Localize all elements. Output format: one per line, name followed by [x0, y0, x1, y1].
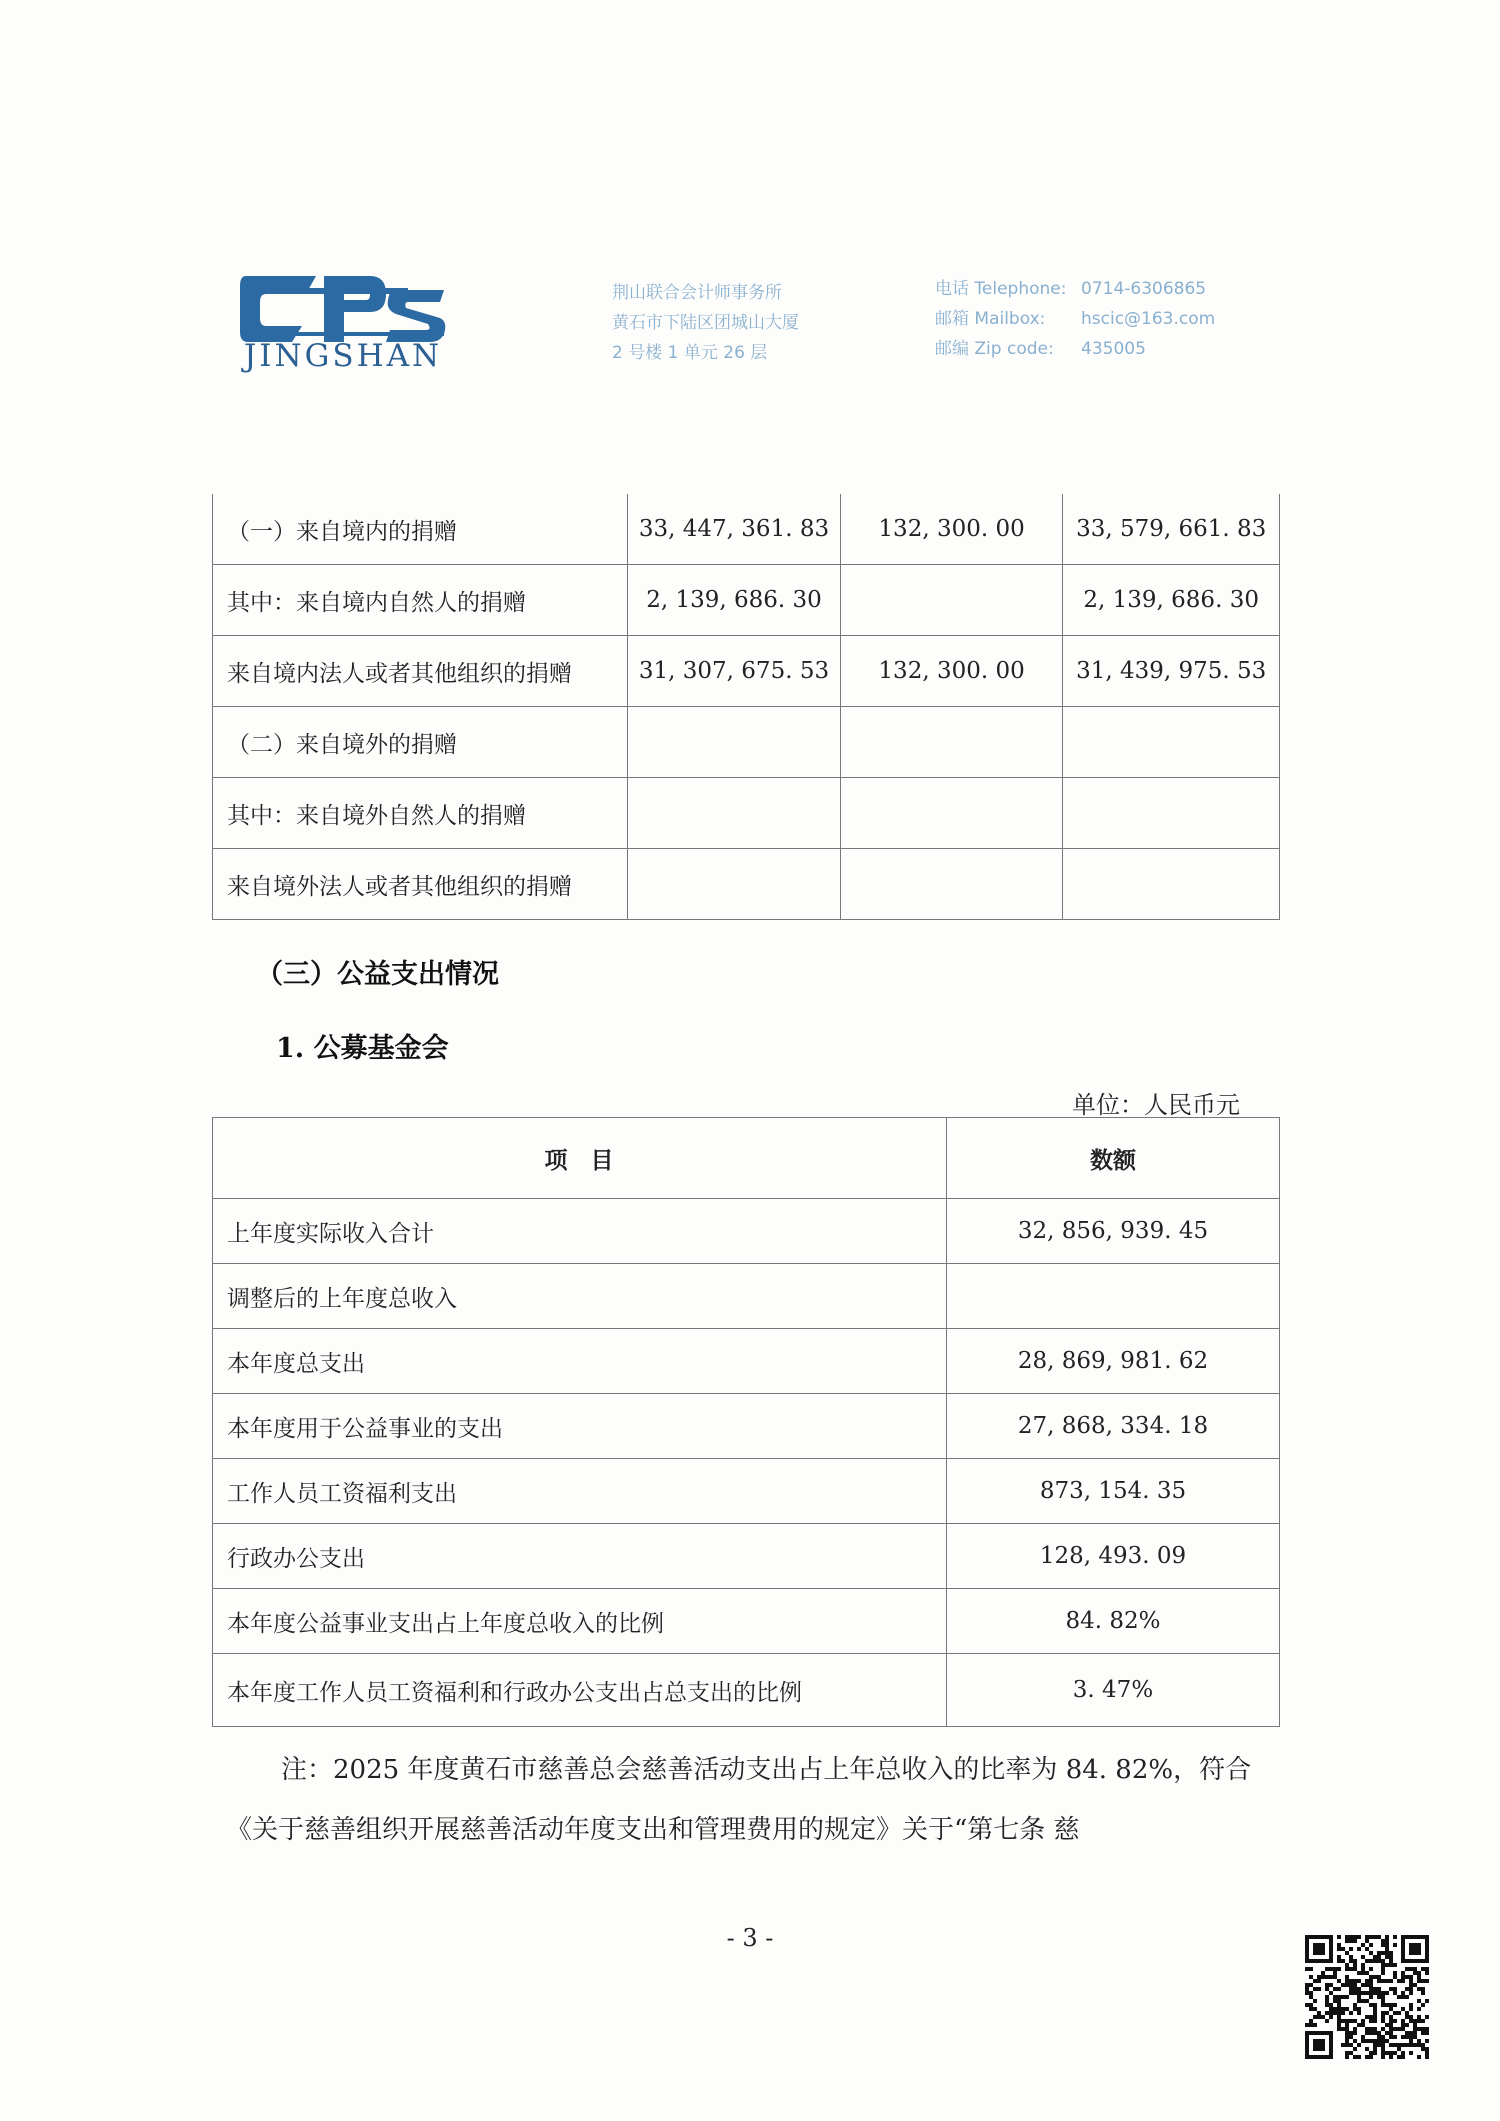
- table-row: [213, 1394, 1280, 1459]
- table-row: [213, 1264, 1280, 1329]
- cell-value: 28, 869, 981. 62: [947, 1329, 1280, 1394]
- cell-value: [1063, 849, 1280, 920]
- table-row: [213, 636, 1280, 707]
- row-label: 本年度用于公益事业的支出: [213, 1394, 947, 1459]
- page-number: - 3 -: [726, 1924, 774, 1952]
- cell-value: [840, 707, 1063, 778]
- table-row: [213, 778, 1280, 849]
- cell-value: [840, 849, 1063, 920]
- contact-zip: [935, 334, 1215, 364]
- firm-address-line1: 黄石市下陆区团城山大厦: [612, 313, 799, 333]
- row-label: 其中：来自境外自然人的捐赠: [213, 778, 628, 849]
- cell-value: [1063, 778, 1280, 849]
- cell-value: 2, 139, 686. 30: [1063, 565, 1280, 636]
- cell-value: 33, 447, 361. 83: [628, 494, 841, 565]
- cell-value: [1063, 707, 1280, 778]
- cell-value: 33, 579, 661. 83: [1063, 494, 1280, 565]
- cell-value: 31, 307, 675. 53: [628, 636, 841, 707]
- row-label: 来自境外法人或者其他组织的捐赠: [213, 849, 628, 920]
- row-label: （二）来自境外的捐赠: [213, 707, 628, 778]
- row-label: 本年度工作人员工资福利和行政办公支出占总支出的比例: [213, 1654, 947, 1727]
- logo-wordmark: JINGSHAN: [243, 338, 443, 374]
- table-row: [213, 849, 1280, 920]
- cell-value: 32, 856, 939. 45: [947, 1199, 1280, 1264]
- table-row: [213, 1329, 1280, 1394]
- cell-value: [628, 849, 841, 920]
- row-label: 行政办公支出: [213, 1524, 947, 1589]
- table-header-row: [213, 1118, 1280, 1199]
- cell-value: [628, 778, 841, 849]
- cell-value: [947, 1264, 1280, 1329]
- cell-value: [628, 707, 841, 778]
- table-row: [213, 1524, 1280, 1589]
- row-label: 本年度公益事业支出占上年度总收入的比例: [213, 1589, 947, 1654]
- column-header-item: 项 目: [213, 1118, 947, 1199]
- public-welfare-expense-table: [212, 1117, 1280, 1727]
- cell-value: 873, 154. 35: [947, 1459, 1280, 1524]
- unit-note: 单位：人民币元: [1072, 1091, 1240, 1119]
- qr-code-icon: [1305, 1932, 1429, 2062]
- note-paragraph: 注：2025 年度黄石市慈善总会慈善活动支出占上年总收入的比率为 84. 82%，符合《关于慈善组织开展慈善活动年度支出和管理费用的规定》关于“第七条 慈: [226, 1755, 1252, 1845]
- cell-value: 3. 47%: [947, 1654, 1280, 1727]
- cell-value: 2, 139, 686. 30: [628, 565, 841, 636]
- donation-income-table: [212, 494, 1280, 920]
- contact-mailbox: [935, 304, 1215, 334]
- contact-label: 邮箱 Mailbox:: [935, 309, 1046, 329]
- cell-value: 31, 439, 975. 53: [1063, 636, 1280, 707]
- contact-telephone: [935, 274, 1215, 304]
- row-label: 本年度总支出: [213, 1329, 947, 1394]
- row-label: 调整后的上年度总收入: [213, 1264, 947, 1329]
- contact-value: 0714-6306865: [1081, 279, 1207, 299]
- cell-value: 132, 300. 00: [840, 636, 1063, 707]
- row-label: （一）来自境内的捐赠: [213, 494, 628, 565]
- subsection-heading: 1. 公募基金会: [276, 1033, 449, 1064]
- table-row: [213, 494, 1280, 565]
- contact-label: 邮编 Zip code:: [935, 339, 1054, 359]
- cell-value: 128, 493. 09: [947, 1524, 1280, 1589]
- firm-address-line2: 2 号楼 1 单元 26 层: [612, 343, 768, 363]
- row-label: 上年度实际收入合计: [213, 1199, 947, 1264]
- section-heading: （三）公益支出情况: [256, 959, 499, 990]
- table-row: [213, 1654, 1280, 1727]
- contact-info: [935, 274, 1215, 364]
- contact-value: hscic@163.com: [1081, 309, 1216, 329]
- firm-name: 荆山联合会计师事务所: [612, 283, 782, 303]
- table-row: [213, 707, 1280, 778]
- table-row: [213, 1459, 1280, 1524]
- cell-value: 132, 300. 00: [840, 494, 1063, 565]
- table-row: [213, 565, 1280, 636]
- row-label: 工作人员工资福利支出: [213, 1459, 947, 1524]
- row-label: 其中：来自境内自然人的捐赠: [213, 565, 628, 636]
- cell-value: 84. 82%: [947, 1589, 1280, 1654]
- column-header-amount: 数额: [947, 1118, 1280, 1199]
- contact-label: 电话 Telephone:: [935, 279, 1067, 299]
- cell-value: [840, 778, 1063, 849]
- firm-info: [612, 278, 799, 368]
- table-row: [213, 1199, 1280, 1264]
- row-label: 来自境内法人或者其他组织的捐赠: [213, 636, 628, 707]
- contact-value: 435005: [1081, 339, 1146, 359]
- cell-value: 27, 868, 334. 18: [947, 1394, 1280, 1459]
- cell-value: [840, 565, 1063, 636]
- table-row: [213, 1589, 1280, 1654]
